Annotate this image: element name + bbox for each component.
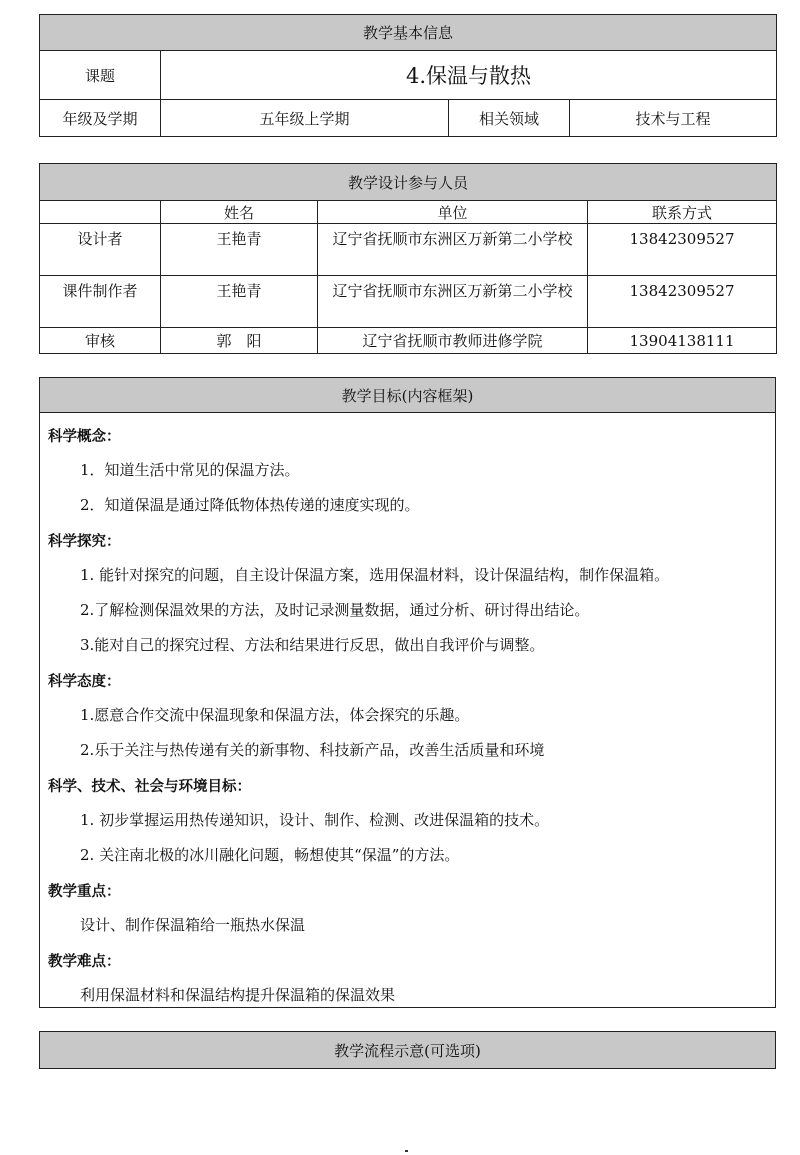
list-item: 1.愿意合作交流中保温现象和保温方法，体会探究的乐趣。 (80, 706, 470, 724)
table-row (40, 328, 777, 354)
contact-cell: 13842309527 (588, 224, 777, 276)
name-cell: 王艳青 (161, 224, 318, 276)
list-item: 2.了解检测保温效果的方法，及时记录测量数据，通过分析、研讨得出结论。 (80, 601, 590, 619)
grade-label: 年级及学期 (40, 100, 161, 137)
section-title-inquiry: 科学探究： (48, 534, 121, 550)
objectives-content (40, 413, 776, 1008)
field-label: 相关领域 (449, 100, 570, 137)
flow-header: 教学流程示意(可选项) (40, 1032, 776, 1069)
topic-value: 4.保温与散热 (161, 51, 777, 100)
section-title-difficulty: 教学难点： (48, 954, 121, 970)
list-item: 2．知道保温是通过降低物体热传递的速度实现的。 (80, 496, 420, 514)
table-row (40, 276, 777, 328)
participants-header: 教学设计参与人员 (40, 164, 777, 201)
list-item: 2.乐于关注与热传递有关的新事物、科技新产品，改善生活质量和环境 (80, 741, 545, 759)
role-cell: 设计者 (40, 224, 161, 276)
topic-label: 课题 (40, 51, 161, 100)
section-title-key-point: 教学重点： (48, 884, 121, 900)
column-header-name: 姓名 (161, 201, 318, 224)
name-cell: 王艳青 (161, 276, 318, 328)
section-title-stse: 科学、技术、社会与环境目标： (48, 779, 251, 795)
objectives-header: 教学目标(内容框架) (40, 378, 776, 413)
field-value: 技术与工程 (570, 100, 777, 137)
objectives-table (39, 377, 776, 1008)
column-header-unit: 单位 (318, 201, 588, 224)
list-item: 1. 能针对探究的问题，自主设计保温方案，选用保温材料，设计保温结构，制作保温箱。 (80, 566, 670, 584)
list-item: 2. 关注南北极的冰川融化问题，畅想使其“保温”的方法。 (80, 846, 460, 864)
name-cell: 郭 阳 (161, 328, 318, 354)
section-title-attitude: 科学态度： (48, 674, 121, 690)
list-item: 1．知道生活中常见的保温方法。 (80, 461, 300, 479)
page-footer-mark (405, 1150, 408, 1152)
unit-cell: 辽宁省抚顺市东洲区万新第二小学校 (318, 224, 588, 276)
basic-info-table (39, 14, 777, 137)
role-cell: 课件制作者 (40, 276, 161, 328)
contact-cell: 13904138111 (588, 328, 777, 354)
list-item: 设计、制作保温箱给一瓶热水保温 (80, 916, 306, 934)
section-title-concept: 科学概念： (48, 429, 121, 445)
role-cell: 审核 (40, 328, 161, 354)
contact-cell: 13842309527 (588, 276, 777, 328)
unit-cell: 辽宁省抚顺市教师进修学院 (318, 328, 588, 354)
flow-table (39, 1031, 776, 1069)
column-header-contact: 联系方式 (588, 201, 777, 224)
list-item: 利用保温材料和保温结构提升保温箱的保温效果 (80, 986, 396, 1004)
basic-info-header: 教学基本信息 (40, 15, 777, 51)
table-row (40, 224, 777, 276)
list-item: 1. 初步掌握运用热传递知识，设计、制作、检测、改进保温箱的技术。 (80, 811, 550, 829)
grade-value: 五年级上学期 (161, 100, 449, 137)
column-header (40, 201, 161, 224)
participants-table (39, 163, 777, 354)
list-item: 3.能对自己的探究过程、方法和结果进行反思，做出自我评价与调整。 (80, 636, 545, 654)
unit-cell: 辽宁省抚顺市东洲区万新第二小学校 (318, 276, 588, 328)
